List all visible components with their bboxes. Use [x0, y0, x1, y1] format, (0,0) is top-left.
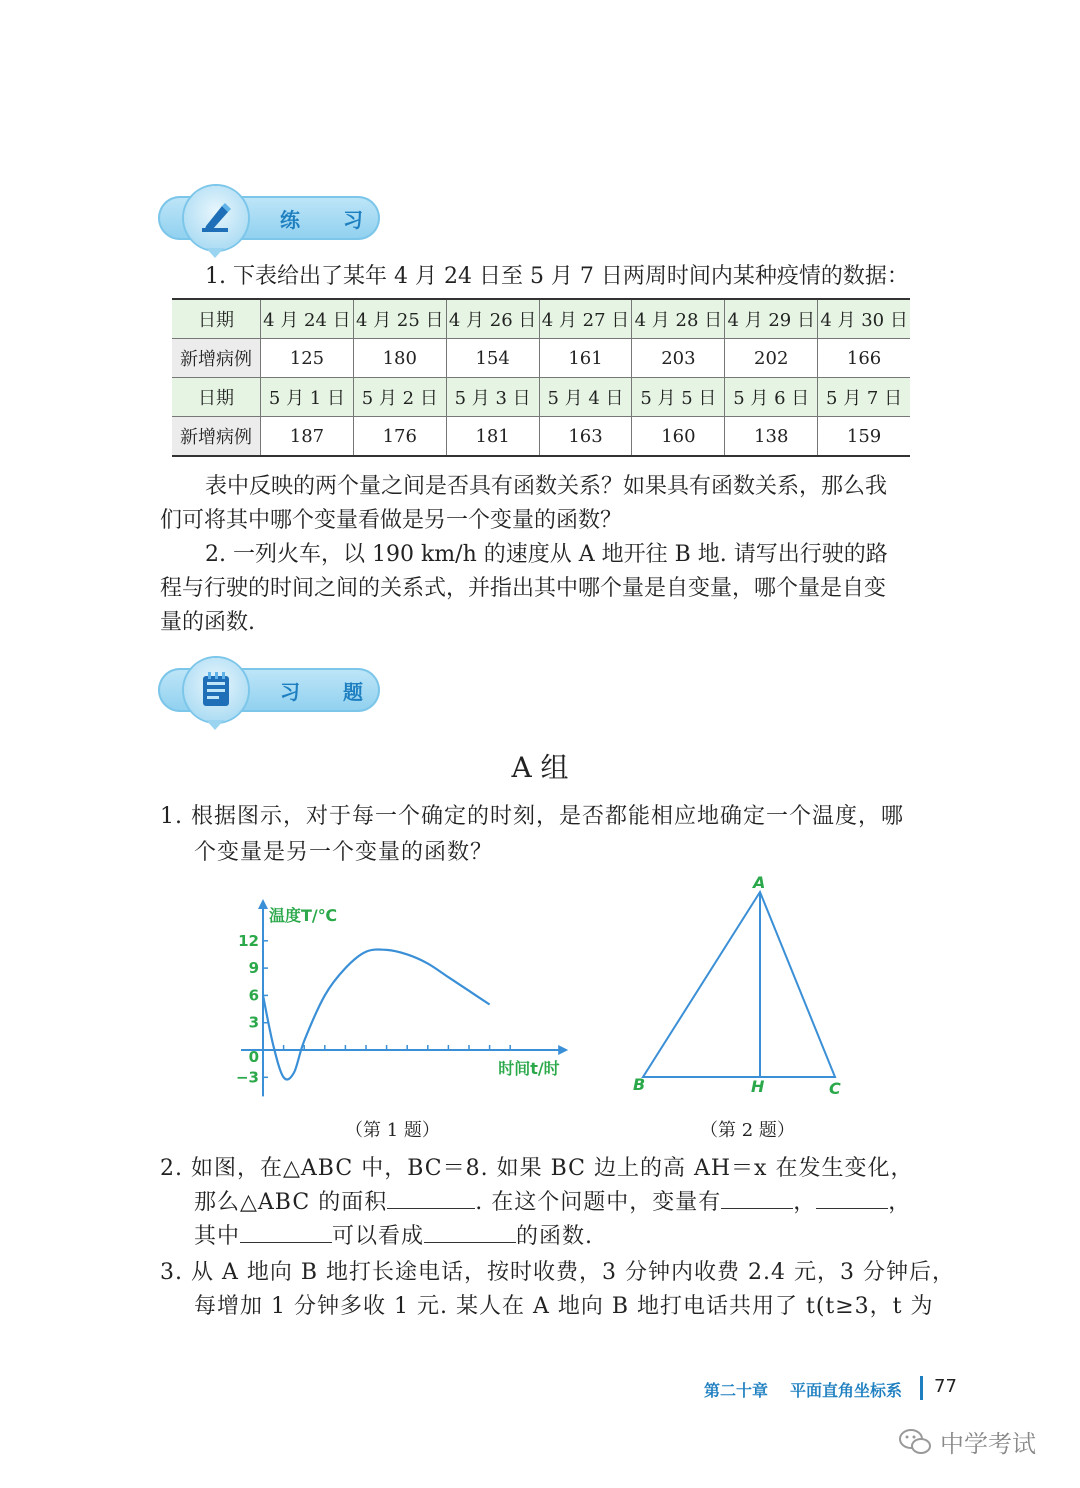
table-cell: 4 月 28 日	[632, 299, 725, 339]
notepad-icon	[198, 670, 234, 710]
table-row	[172, 417, 910, 457]
table-cell: 203	[632, 339, 725, 378]
wechat-icon	[898, 1427, 932, 1457]
x-axis-arrow	[558, 1045, 568, 1055]
table-cell: 5 月 6 日	[725, 378, 818, 417]
q2-text: ，	[793, 1190, 817, 1215]
epidemic-table	[172, 298, 910, 457]
exercise-q3-line2: 每增加 1 分钟多收 1 元. 某人在 A 地向 B 地打电话共用了 t(t≥3，t 为	[194, 1294, 934, 1319]
q2-text: 的函数.	[516, 1224, 594, 1249]
triangle-abc	[643, 892, 835, 1077]
table-cell: 180	[353, 339, 446, 378]
table-row	[172, 378, 910, 417]
table-cell: 202	[725, 339, 818, 378]
q2-text: . 在这个问题中，变量有	[475, 1190, 722, 1215]
y-tick-label: 0	[248, 1048, 259, 1066]
practice-header-pointer	[206, 248, 224, 258]
practice-q1-text: 1. 下表给出了某年 4 月 24 日至 5 月 7 日两周时间内某种疫情的数据：	[205, 264, 909, 289]
watermark	[898, 1424, 1036, 1459]
q2-text: 其中	[194, 1224, 241, 1249]
table-cell: 176	[353, 417, 446, 457]
practice-q1-followup-1: 表中反映的两个量之间是否具有函数关系？如果具有函数关系，那么我	[205, 474, 888, 499]
y-tick-label: 6	[248, 986, 259, 1005]
vertex-label-a: A	[753, 873, 766, 892]
exercise-q3-line1: 3. 从 A 地向 B 地打长途电话，按时收费，3 分钟内收费 2.4 元，3 分钟后，	[160, 1260, 955, 1285]
table-cell: 163	[539, 417, 632, 457]
table-cell: 4 月 27 日	[539, 299, 632, 339]
page-number: 77	[934, 1376, 957, 1397]
temperature-chart	[225, 895, 560, 1105]
practice-q2-line1: 2. 一列火车，以 190 km/h 的速度从 A 地开往 B 地. 请写出行驶的路	[205, 542, 888, 567]
footer-divider	[920, 1376, 923, 1400]
x-axis-label: 时间t/时	[498, 1059, 560, 1078]
answer-blank[interactable]	[387, 1186, 475, 1209]
practice-title: 练 习	[280, 208, 381, 232]
table-cell: 166	[818, 339, 910, 378]
y-tick-label: 9	[248, 959, 259, 978]
vertex-label-c: C	[829, 1079, 841, 1098]
table-row	[172, 299, 910, 339]
vertex-label-b: B	[633, 1075, 646, 1094]
table-header-cell: 新增病例	[172, 339, 261, 378]
practice-q2-line2: 程与行驶的时间之间的关系式，并指出其中哪个量是自变量，哪个量是自变	[160, 576, 887, 601]
answer-blank[interactable]	[240, 1220, 332, 1243]
q2-text: ，	[888, 1190, 912, 1215]
exercise-q1-line2: 个变量是另一个变量的函数？	[194, 840, 494, 865]
exercise-q2-line3	[194, 1220, 593, 1254]
pencil-icon	[196, 198, 236, 238]
table-cell: 4 月 29 日	[725, 299, 818, 339]
answer-blank[interactable]	[424, 1220, 516, 1243]
answer-blank[interactable]	[816, 1186, 888, 1209]
table-cell: 187	[261, 417, 354, 457]
q2-text: 那么△ABC 的面积	[194, 1190, 388, 1215]
chart-plot-layer	[236, 899, 568, 1096]
table-cell: 4 月 25 日	[353, 299, 446, 339]
temperature-curve	[263, 949, 490, 1079]
exercises-header-badge	[184, 658, 248, 722]
practice-q1-followup-2: 们可将其中哪个变量看做是另一个变量的函数？	[160, 508, 623, 533]
table-cell: 160	[632, 417, 725, 457]
table-cell: 159	[818, 417, 910, 457]
chapter-title: 平面直角坐标系	[790, 1381, 903, 1400]
watermark-text: 中学考试	[940, 1430, 1036, 1458]
y-tick-label: −3	[235, 1068, 259, 1087]
table-cell: 138	[725, 417, 818, 457]
chapter-number: 第二十章	[704, 1381, 769, 1400]
table-cell: 161	[539, 339, 632, 378]
table-header-cell: 日期	[172, 299, 261, 339]
table-cell: 4 月 24 日	[261, 299, 354, 339]
table-cell: 5 月 1 日	[261, 378, 354, 417]
table-cell: 5 月 4 日	[539, 378, 632, 417]
answer-blank[interactable]	[721, 1186, 793, 1209]
foot-label-h: H	[751, 1077, 765, 1096]
table-cell: 5 月 3 日	[446, 378, 539, 417]
figure2-caption: （第 2 题）	[700, 1120, 795, 1141]
practice-header-badge	[184, 186, 248, 250]
y-axis-label: 温度T/℃	[269, 906, 338, 925]
group-title: A 组	[511, 751, 569, 784]
y-tick-label: 3	[248, 1013, 259, 1032]
exercises-header-pointer	[206, 720, 224, 730]
table-cell: 4 月 30 日	[818, 299, 910, 339]
exercise-q2-line1: 2. 如图，在△ABC 中，BC＝8. 如果 BC 边上的高 AH＝x 在发生变化，	[160, 1156, 914, 1181]
exercises-title: 习 题	[280, 680, 381, 704]
table-cell: 181	[446, 417, 539, 457]
table-cell: 5 月 7 日	[818, 378, 910, 417]
practice-q2-line3: 量的函数.	[160, 610, 255, 635]
table-row	[172, 339, 910, 378]
y-axis-arrow	[258, 899, 268, 909]
exercise-q2-line2	[194, 1186, 911, 1220]
table-cell: 154	[446, 339, 539, 378]
triangle-figure	[625, 872, 855, 1102]
table-cell: 5 月 5 日	[632, 378, 725, 417]
table-header-cell: 日期	[172, 378, 261, 417]
table-cell: 5 月 2 日	[353, 378, 446, 417]
table-cell: 4 月 26 日	[446, 299, 539, 339]
figure1-caption: （第 1 题）	[345, 1120, 440, 1141]
exercise-q1-line1: 1. 根据图示，对于每一个确定的时刻，是否都能相应地确定一个温度，哪	[160, 804, 904, 829]
y-tick-label: 12	[238, 931, 259, 950]
table-header-cell: 新增病例	[172, 417, 261, 457]
table-cell: 125	[261, 339, 354, 378]
q2-text: 可以看成	[332, 1224, 425, 1249]
